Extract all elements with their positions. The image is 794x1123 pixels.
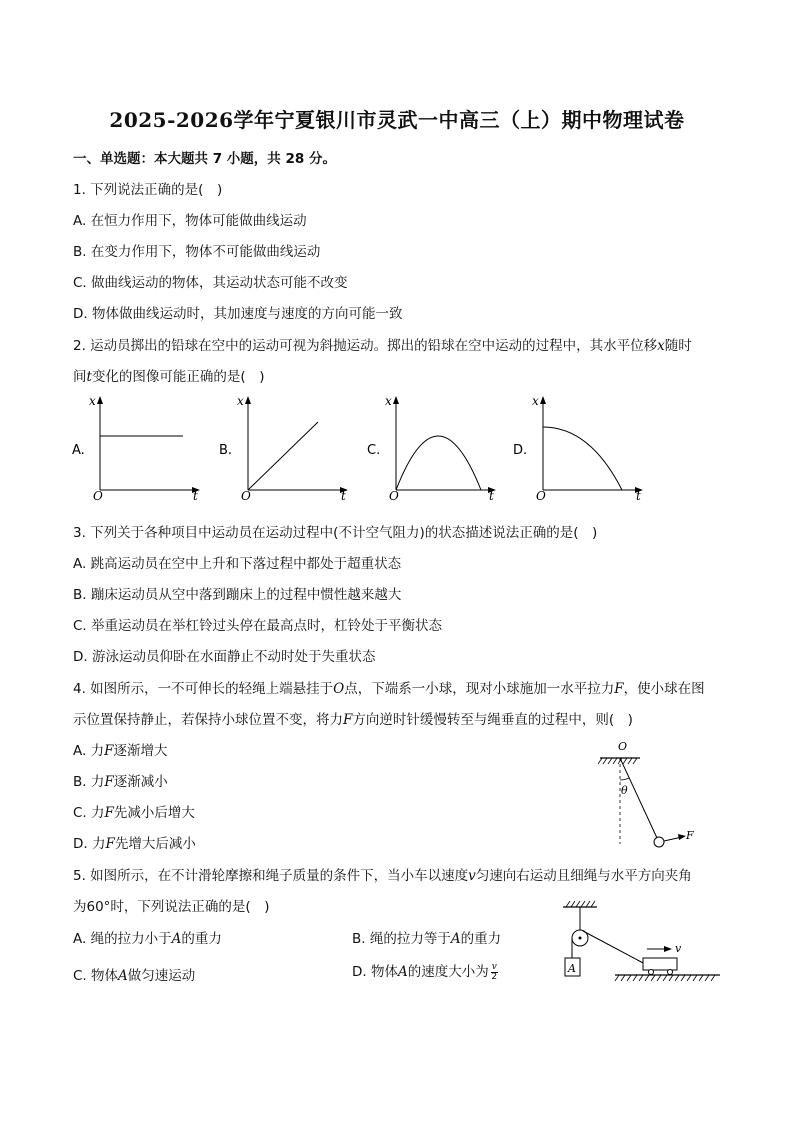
exam-title: 2025-2026学年宁夏银川市灵武一中高三（上）期中物理试卷	[109, 108, 685, 132]
q4-option-c: C. 力F先减小后增大	[73, 805, 195, 821]
q3-option-d: D. 游泳运动员仰卧在水面静止不动时处于失重状态	[73, 649, 376, 665]
svg-text:F: F	[686, 829, 694, 842]
q2-graph-c-label: C.	[367, 443, 381, 458]
q1-option-c: C. 做曲线运动的物体，其运动状态可能不改变	[73, 275, 348, 291]
svg-text:x: x	[532, 394, 539, 408]
svg-text:x: x	[89, 394, 96, 408]
svg-text:A: A	[568, 962, 576, 975]
q5-stem-line2: 为60°时，下列说法正确的是( )	[73, 899, 270, 915]
q2-graph-d-label: D.	[513, 443, 528, 458]
q1-option-d: D. 物体做曲线运动时，其加速度与速度的方向可能一致	[73, 306, 403, 322]
q3-option-c: C. 举重运动员在举杠铃过头停在最高点时，杠铃处于平衡状态	[73, 618, 443, 634]
q5-pulley-figure	[555, 900, 725, 985]
svg-text:x: x	[237, 394, 244, 408]
q5-option-b: B. 绳的拉力等于A的重力	[352, 931, 502, 947]
q5-option-a: A. 绳的拉力小于A的重力	[73, 931, 222, 947]
q4-option-d: D. 力F先增大后减小	[73, 836, 196, 852]
q2-graph-d	[513, 394, 643, 503]
q4-stem-line2: 示位置保持静止，若保持小球位置不变，将力F方向逆时针缓慢转至与绳垂直的过程中，则( )	[73, 712, 633, 728]
section-heading: 一、单选题：本大题共 7 小题，共 28 分。	[73, 151, 336, 167]
svg-text:t: t	[341, 489, 346, 503]
svg-text:O: O	[536, 489, 546, 503]
q2-graph-b	[219, 394, 348, 503]
q2-graph-a-label: A.	[72, 443, 85, 458]
svg-text:x: x	[385, 394, 392, 408]
q3-stem: 3. 下列关于各种项目中运动员在运动过程中(不计空气阻力)的状态描述说法正确的是( )	[73, 525, 598, 541]
q3-option-a: A. 跳高运动员在空中上升和下落过程中都处于超重状态	[73, 556, 402, 572]
svg-text:O: O	[618, 740, 628, 753]
svg-text:O: O	[93, 489, 103, 503]
q2-graphs	[0, 390, 794, 505]
svg-text:t: t	[193, 489, 198, 503]
svg-text:t: t	[489, 489, 494, 503]
q5-stem-line1: 5. 如图所示，在不计滑轮摩擦和绳子质量的条件下，当小车以速度v匀速向右运动且细绳与水平方向夹角	[73, 868, 692, 884]
q5-option-c: C. 物体A做匀速运动	[73, 968, 196, 984]
svg-text:O: O	[241, 489, 251, 503]
q4-option-a: A. 力F逐渐增大	[73, 743, 168, 759]
q2-stem-line2: 间t变化的图像可能正确的是( )	[73, 369, 265, 385]
q1-stem: 1. 下列说法正确的是( )	[73, 182, 223, 198]
q5-option-d-fraction: $\frac{v}{2}$	[491, 961, 498, 982]
q4-stem-line1: 4. 如图所示，一不可伸长的轻绳上端悬挂于O点，下端系一小球，现对小球施加一水平拉力F，使小球在图	[73, 681, 705, 697]
q2-graph-c	[367, 394, 496, 503]
q2-graph-a	[72, 394, 200, 503]
q2-graph-b-label: B.	[219, 443, 233, 458]
svg-text:v: v	[675, 942, 682, 955]
q1-option-a: A. 在恒力作用下，物体可能做曲线运动	[73, 213, 307, 229]
q2-stem-line1: 2. 运动员掷出的铅球在空中的运动可视为斜抛运动。掷出的铅球在空中运动的过程中，其水平位移x随时	[73, 338, 692, 354]
svg-text:O: O	[389, 489, 399, 503]
q3-option-b: B. 蹦床运动员从空中落到蹦床上的过程中惯性越来越大	[73, 587, 402, 603]
svg-text:θ: θ	[621, 784, 628, 797]
q5-option-d: D. 物体A的速度大小为 $\frac{v}{2}$	[352, 961, 498, 982]
q1-option-b: B. 在变力作用下，物体不可能做曲线运动	[73, 244, 321, 260]
q4-pendulum-figure	[590, 738, 710, 853]
q4-option-b: B. 力F逐渐减小	[73, 774, 168, 790]
svg-text:t: t	[636, 489, 641, 503]
